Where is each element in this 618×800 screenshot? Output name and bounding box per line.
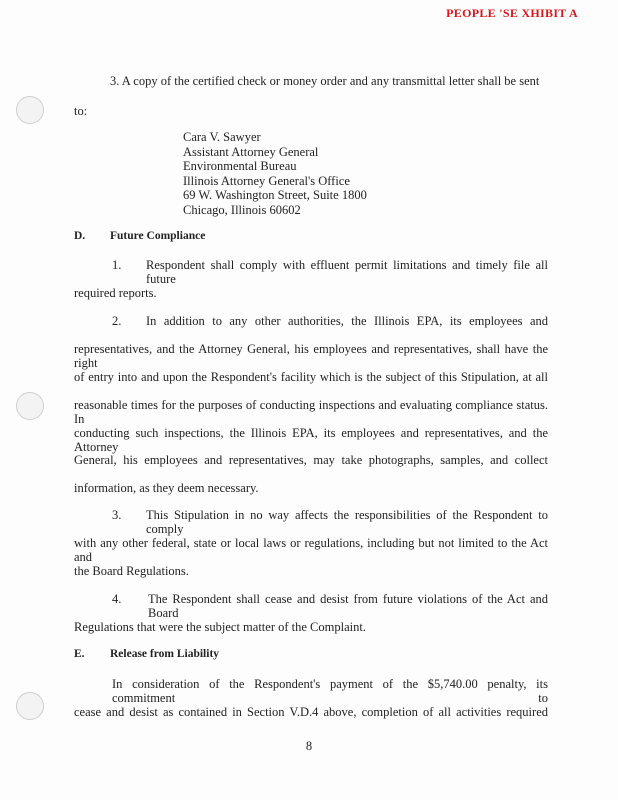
paragraph-number: 3. [112,508,122,522]
paragraph-number: 1. [112,258,122,272]
paragraph-line: to: [74,104,88,118]
paragraph-line: This Stipulation in no way affects the responsibilities of the Respondent to comply [146,508,548,536]
paragraph-line: In addition to any other authorities, the Illinois EPA, its employees and [146,314,548,328]
paragraph-line: In consideration of the Respondent's payment of the $5,740.00 penalty, its commitment to [112,677,548,705]
punch-hole [16,392,44,420]
paragraph-line: information, as they deem necessary. [74,481,259,495]
address-line: Assistant Attorney General [183,144,319,159]
paragraph-number: 2. [112,314,122,328]
address-line: Cara V. Sawyer [183,130,261,144]
section-letter: E. [74,648,85,660]
page-number: 8 [305,739,313,753]
paragraph-line: cease and desist as contained in Section V.D.4 above, completion of all activities required [74,705,548,719]
paragraph-line: Regulations that were the subject matter of the Complaint. [74,620,366,634]
punch-hole [16,96,44,124]
paragraph-line: representatives, and the Attorney General, his employees and representatives, shall have the right [74,342,548,370]
paragraph-number: 4. [112,592,122,606]
punch-hole [16,692,44,720]
paragraph-line: The Respondent shall cease and desist from future violations of the Act and Board [148,592,548,620]
paragraph-line: General, his employees and representatives, may take photographs, samples, and collect [74,453,548,467]
address-block [183,130,367,217]
paragraph-line: Respondent shall comply with effluent permit limitations and timely file all future [146,258,548,286]
address-line: Chicago, Illinois 60602 [183,202,301,217]
paragraph-line: 3. A copy of the certified check or money order and any transmittal letter shall be sent [110,74,540,88]
paragraph-line: of entry into and upon the Respondent's facility which is the subject of this Stipulation, at all [74,370,548,384]
section-heading: Future Compliance [110,230,206,242]
paragraph-line: with any other federal, state or local laws or regulations, including but not limited to the Act and [74,536,548,564]
address-line: Environmental Bureau [183,159,297,173]
paragraph-line: conducting such inspections, the Illinois EPA, its employees and representatives, and the Attorney [74,426,548,454]
address-line: Illinois Attorney General's Office [183,173,350,188]
paragraph-line: required reports. [74,286,157,300]
exhibit-stamp: PEOPLE 'SE XHIBIT A [446,6,578,20]
section-heading: Release from Liability [110,648,220,660]
address-line: 69 W. Washington Street, Suite 1800 [183,188,367,202]
section-letter: D. [74,230,86,242]
paragraph-line: reasonable times for the purposes of conducting inspections and evaluating compliance status. In [74,398,548,426]
paragraph-line: the Board Regulations. [74,564,189,578]
